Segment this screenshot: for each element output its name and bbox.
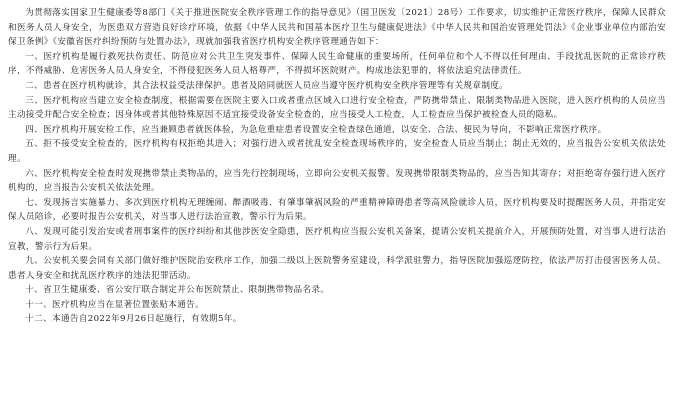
clause-2: 二、患者在医疗机构就诊，其合法权益受法律保护。患者及陪同就医人员应当遵守医疗机构安全秩序管理等有关规章制度。 <box>25 80 509 91</box>
preamble-paragraph: 为贯彻落实国家卫生健康委等8部门《关于推进医院安全秩序管理工作的指导意见》（国卫医发〔2021〕28号）工作要求，切实维护正常医疗秩序，保障人民群众和医务人员人身安全，为医患双方营造良好诊疗环境，依据《中华人民共和国基本医疗卫生与健康促进法》《中华人民共和国治安管理处罚法》《企业事业单位内部治安保卫条例》《安徽省医疗纠纷预防与处置办法》，现就加强我省医疗机构安全秩序管理通告如下： <box>8 8 666 48</box>
clause-1: 一、医疗机构是履行救死扶伤责任、防范应对公共卫生突发事件、保障人民生命健康的重要场所，任何单位和个人不得以任何理由、手段扰乱医院的正常诊疗秩序，不得威胁、危害医务人员人身安全，不得侵犯医务人员人格尊严，不得损坏医院财产。构成违法犯罪的，将依法追究法律责任。 <box>8 51 666 77</box>
clause-6: 六、医疗机构安全检查时发现携带禁止类物品的，应当先行控制现场，立即向公安机关报警。发现携带限制类物品的，应当告知其寄存；对拒绝寄存强行进入医疗机构的，应当报告公安机关依法处理。 <box>8 168 666 194</box>
clause-4: 四、医疗机构开展安检工作，应当兼顾患者就医体验，为急危重症患者设置安全检查绿色通道，以安全、合法、便民为导向，不影响正常医疗秩序。 <box>25 124 607 135</box>
clause-8: 八、发现可能引发治安或者刑事案件的医疗纠纷和其他涉医安全隐患，医疗机构应当报公安机关备案，提请公安机关提前介入，开展预防处置，对当事人进行法治宣教，警示行为后果。 <box>8 226 666 252</box>
clause-5: 五、拒不接受安全检查的，医疗机构有权拒绝其进入；对强行进入或者扰乱安全检查现场秩序的，安全检查人员应当制止；制止无效的，应当报告公安机关依法处理。 <box>8 139 666 164</box>
clause-7: 七、发现扬言实施暴力、多次到医疗机构无理缠闹、醉酒吸毒、有肇事肇祸风险的严重精神障碍患者等高风险就诊人员，医疗机构要及时提醒医务人员，并指定安保人员陪诊，必要时报告公安机关，对当事人进行法治宣教，警示行为后果。 <box>8 197 666 223</box>
clause-11: 十一、医疗机构应当在显著位置张贴本通告。 <box>25 299 205 310</box>
clause-10: 十、省卫生健康委、省公安厅联合制定并公布医院禁止、限制携带物品名录。 <box>25 285 330 296</box>
clause-3: 三、医疗机构应当建立安全检查制度，根据需要在医院主要入口或者重点区域入口进行安全检查，严防携带禁止、限制类物品进入医院，进入医疗机构的人员应当主动接受并配合安全检查；因身体或者其他特殊原因不适宜接受设备安全检查的，应当接受人工检查，人工检查应当保护被检查人员的隐私。 <box>8 95 666 121</box>
clause-12: 十二、本通告自2022年9月26日起施行，有效期5年。 <box>25 314 242 325</box>
clause-9: 九、公安机关要会同有关部门做好维护医院治安秩序工作，加强二级以上医院警务室建设，科学派驻警力，指导医院加强巡逻防控，依法严厉打击侵害医务人员、患者人身安全和扰乱医疗秩序的违法犯罪活动。 <box>8 256 666 281</box>
